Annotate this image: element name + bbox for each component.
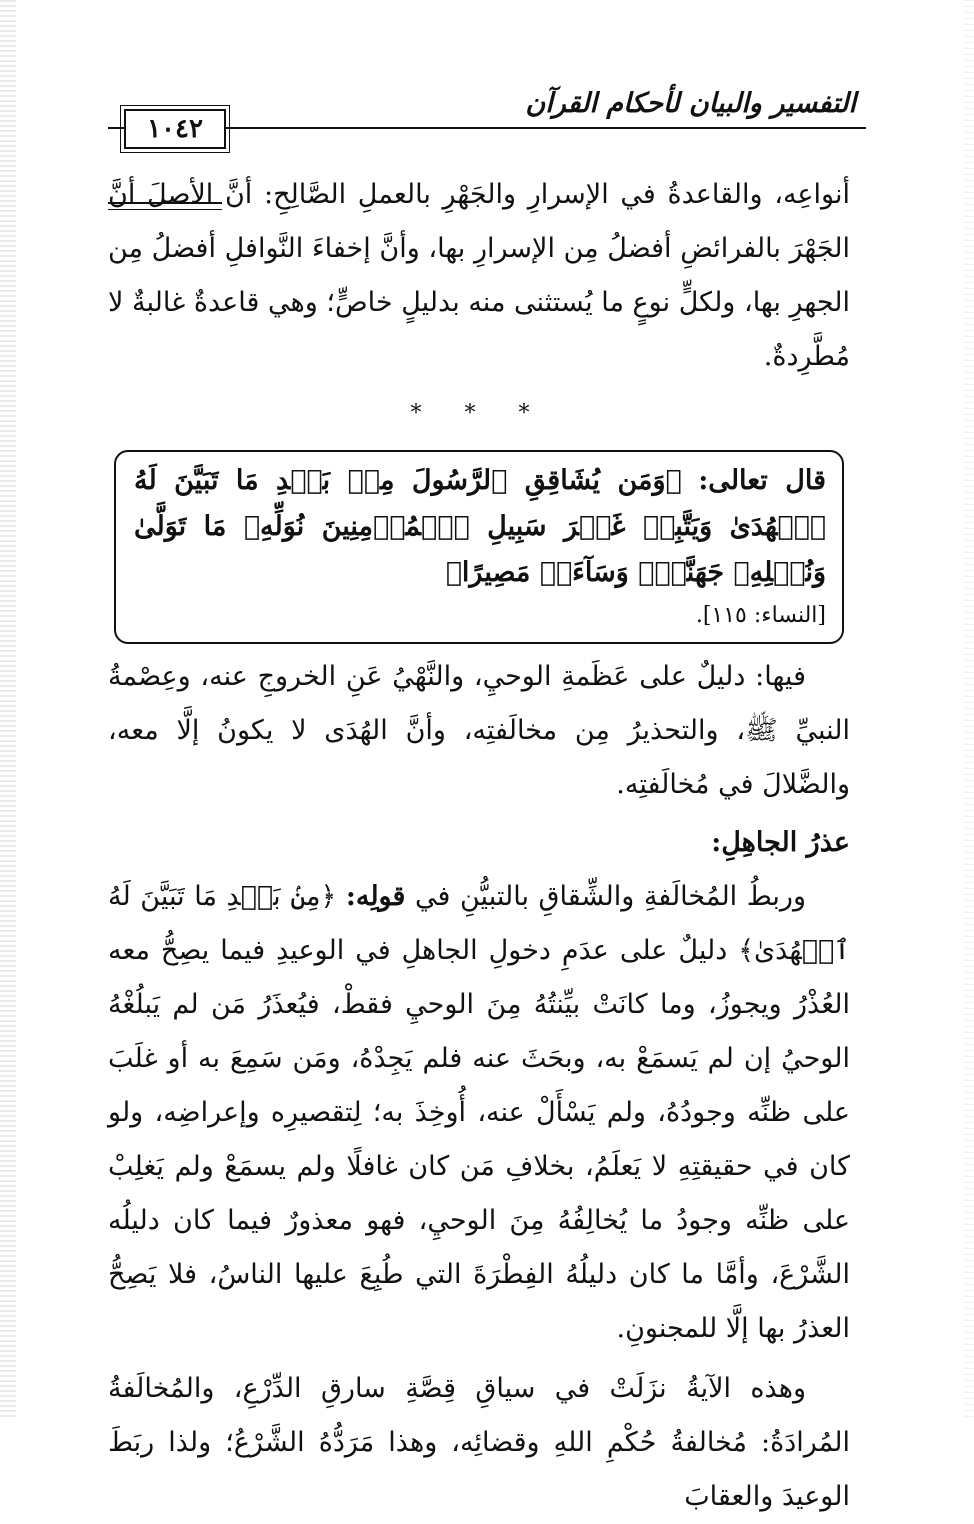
paragraph-2: فيها: دليلٌ على عَظَمةِ الوحيِ، والنَّهْيُ عَنِ الخروجِ عنه، وعِصْمةُ النبيِّ ﷺ، والتحذيرُ مِن مخالَفتِه، وأنَّ الهُدَى لا يكونُ إلَّا معه، والضَّلالَ في مُخالَفتِه. bbox=[108, 661, 850, 800]
verse-paragraph bbox=[134, 458, 826, 596]
scan-edge-left bbox=[0, 0, 16, 1417]
paragraph-4: وهذه الآيةُ نزَلَتْ في سياقِ قِصَّةِ سارقِ الدِّرْعِ، والمُخالَفةُ المُرادَةُ: مُخالفةُ حُكْمِ اللهِ وقضائِه، وهذا مَرَدُّهُ الشَّرْعُ؛ ولذا ربَطَ الوعيدَ والعقابَ bbox=[108, 1373, 850, 1512]
verse-box bbox=[114, 450, 844, 644]
page-number: ١٠٤٢ bbox=[147, 114, 203, 144]
verse-reference: [النساء: ١١٥]. bbox=[695, 603, 826, 628]
paragraph-3 bbox=[108, 870, 850, 1356]
page-number-box bbox=[124, 109, 226, 149]
paragraph-3-rest: ﴿مِنۢ بَعۡدِ مَا تَبَيَّنَ لَهُ ٱلۡهُدَىٰ﴾ دليلٌ على عدَمِ دخولِ الجاهلِ في الوعيدِ فيما يصِحُّ معه العُذْرُ ويجوزُ، وما كانَتْ بيِّنتُهُ مِنَ الوحيِ فقطْ، فيُعذَرُ مَن لم يَبلُغْهُ الوحيُ إن لم يَسمَعْ به، وبحَثَ عنه فلم يَجِدْهُ، ومَن سَمِعَ به أو غلَبَ على ظنِّه وجودُهُ، ولم يَسْأَلْ عنه، أُوخِذَ به؛ لِتقصيرِه وإعراضِه، ولو كان في حقيقتِهِ لا يَعلَمُ، بخلافِ مَن كان غافلًا ولم يسمَعْ ولم يَغلِبْ على ظنِّه وجودُ ما يُخالِفُهُ مِنَ الوحيِ، فهو معذورٌ فيما كان دليلُه الشَّرْعَ، وأمَّا ما كان دليلُهُ الفِطْرَةَ التي طُبِعَ عليها الناسُ، فلا يَصِحُّ العذرُ بها إلَّا للمجنونِ. bbox=[108, 881, 850, 1344]
paragraph-3-start: وربطُ المُخالَفةِ والشِّقاقِ بالتبيُّنِ في bbox=[405, 881, 806, 912]
book-title: التفسير والبيان لأحكام القرآن bbox=[525, 88, 856, 119]
paragraph-1: أنواعِه، والقاعدةُ في الإسرارِ والجَهْرِ بالعملِ الصَّالِحِ: أنَّ الأصلَ أنَّ الجَهْرَ بالفرائضِ أفضلُ مِن الإسرارِ بها، وأنَّ إخفاءَ النَّوافلِ أفضلُ مِن الجهرِ بها، ولكلٍّ نوعٍ ما يُستثنى منه بدليلٍ خاصٍّ؛ وهي قاعدةٌ غالبةٌ لا مُطَّرِدةٌ. bbox=[108, 179, 850, 372]
verse-intro: قال تعالى: bbox=[698, 465, 826, 496]
section-separator: * * * bbox=[410, 401, 548, 426]
page-content bbox=[108, 168, 850, 1524]
verse-text: ﴿وَمَن يُشَاقِقِ ٱلرَّسُولَ مِنۢ بَعۡدِ مَا تَبَيَّنَ لَهُ ٱلۡهُدَىٰ وَيَتَّبِعۡ غَيۡرَ سَبِيلِ ٱلۡمُؤۡمِنِينَ نُوَلِّهِۦ مَا تَوَلَّىٰ وَنُصۡلِهِۦ جَهَنَّمَۖ وَسَآءَتۡ مَصِيرًا﴾ bbox=[134, 465, 826, 588]
paragraph-3-bold: قولِه: bbox=[345, 881, 406, 912]
scan-edge-right bbox=[964, 0, 974, 1417]
section-heading: عذرُ الجاهِلِ: bbox=[711, 827, 850, 858]
